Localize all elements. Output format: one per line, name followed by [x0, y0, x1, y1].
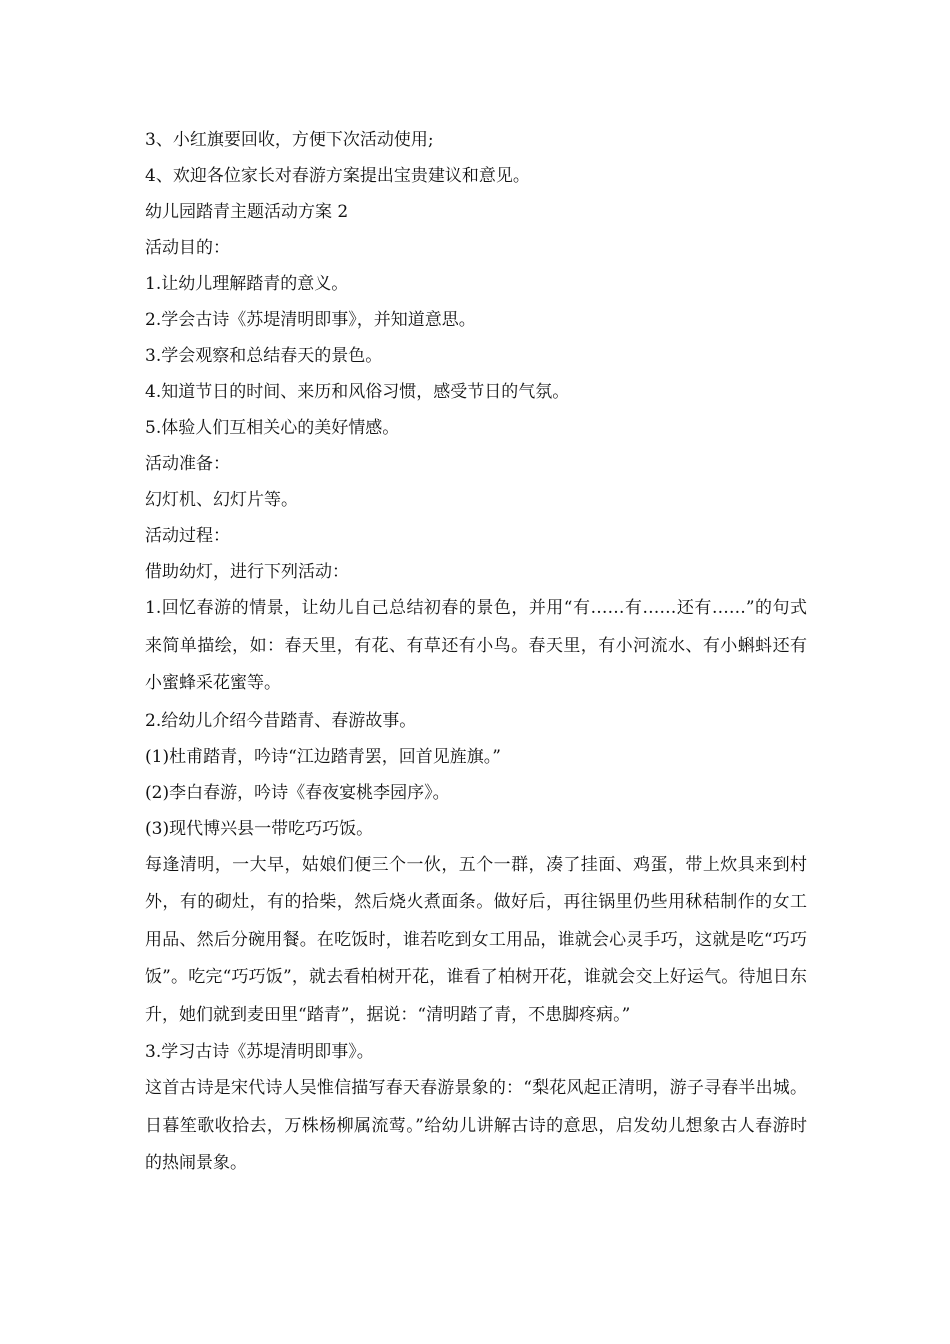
text-line: 3.学习古诗《苏堤清明即事》。: [145, 1042, 374, 1062]
text-line: (1)杜甫踏青，吟诗“江边踏青罢，回首见旌旗。”: [145, 746, 501, 767]
goal-item: 2.学会古诗《苏堤清明即事》，并知道意思。: [145, 310, 476, 330]
section-title: 幼儿园踏青主题活动方案 2: [145, 202, 349, 222]
text-line: 4、欢迎各位家长对春游方案提出宝贵建议和意见。: [145, 166, 530, 186]
heading-process: 活动过程：: [145, 526, 230, 546]
text-line: 3、小红旗要回收，方便下次活动使用;: [145, 130, 434, 150]
text-line: (2)李白春游，吟诗《春夜宴桃李园序》。: [145, 782, 450, 803]
goal-item: 5.体验人们互相关心的美好情感。: [145, 418, 400, 438]
paragraph: 每逢清明，一大早，姑娘们便三个一伙，五个一群，凑了挂面、鸡蛋，带上炊具来到村外，有的砌灶，有的拾柴，然后烧火煮面条。做好后，再往锅里仍些用秫秸制作的女工用品、然后分碗用餐。在吃饭时，谁若吃到女工用品，谁就会心灵手巧，这就是吃“巧巧饭”。吃完“巧巧饭”，就去看柏树开花，谁看了柏树开花，谁就会交上好运气。待旭日东升，她们就到麦田里“踏青”，据说：“清明踏了青，不患脚疼病。”: [145, 854, 807, 1025]
heading-goals: 活动目的：: [145, 238, 230, 258]
paragraph: 这首古诗是宋代诗人吴惟信描写春天春游景象的：“梨花风起正清明，游子寻春半出城。日暮笙歌收拾去，万株杨柳属流莺。”给幼儿讲解古诗的意思，启发幼儿想象古人春游时的热闹景象。: [145, 1078, 807, 1173]
text-line: 2.给幼儿介绍今昔踏青、春游故事。: [145, 710, 417, 731]
goal-item: 1.让幼儿理解踏青的意义。: [145, 274, 349, 294]
goal-item: 4.知道节日的时间、来历和风俗习惯，感受节日的气氛。: [145, 382, 570, 402]
preparation-text: 幻灯机、幻灯片等。: [145, 490, 298, 510]
text-line: (3)现代博兴县一带吃巧巧饭。: [145, 818, 374, 839]
paragraph: 1.回忆春游的情景，让幼儿自己总结初春的景色，并用“有……有……还有……”的句式来简单描绘，如：春天里，有花、有草还有小鸟。春天里，有小河流水、有小蝌蚪还有小蜜蜂采花蜜等。: [145, 598, 807, 693]
process-intro: 借助幼灯，进行下列活动：: [145, 562, 349, 582]
heading-preparation: 活动准备：: [145, 454, 230, 474]
goal-item: 3.学会观察和总结春天的景色。: [145, 346, 383, 366]
document-body: [145, 122, 807, 1183]
